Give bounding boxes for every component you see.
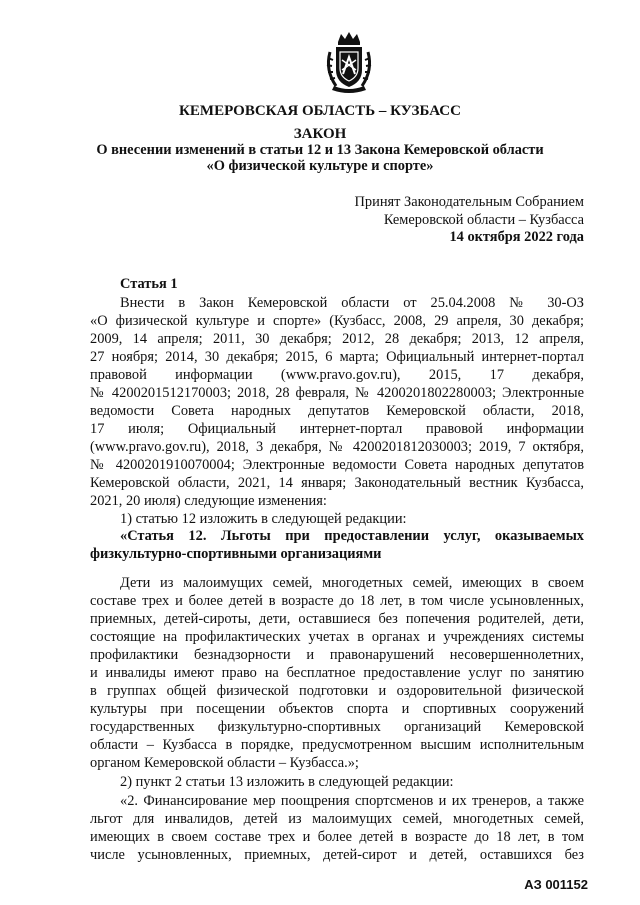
text-line: в группах общей физической подготовки и оздоровительной физической xyxy=(90,683,584,699)
text-line: числе усыновленных, приемных, детей-сирот и детей, оставшихся без xyxy=(90,847,584,863)
text-line: Внести в Закон Кемеровской области от 25.04.2008 № 30-ОЗ xyxy=(120,295,584,311)
text-line: № 4200201910070004; Электронные ведомости Совета народных депутатов xyxy=(90,457,584,473)
text-line: и инвалиды имеют право на бесплатное предоставление услуг по занятию xyxy=(90,665,584,681)
text-line: 2009, 14 апреля; 2011, 30 декабря; 2012, 28 декабря; 2013, 12 апреля, xyxy=(90,331,584,347)
text-line: Дети из малоимущих семей, многодетных семей, имеющих в своем xyxy=(120,575,584,591)
text-line: области – Кузбасса в порядке, предусмотренном высшим исполнительным xyxy=(90,737,584,753)
text-line: 17 июля; Официальный интернет-портал правовой информации xyxy=(90,421,584,437)
region-title: КЕМЕРОВСКАЯ ОБЛАСТЬ – КУЗБАСС xyxy=(179,103,461,119)
law-title-line-1: О внесении изменений в статьи 12 и 13 Закона Кемеровской области xyxy=(96,142,544,158)
text-line: Кемеровской области, 2021, 14 января; Законодательный вестник Кузбасса, xyxy=(90,475,584,491)
item-1: 1) статью 12 изложить в следующей редакции: xyxy=(120,511,407,527)
law-title-line-2: «О физической культуре и спорте» xyxy=(206,158,434,174)
text-line: профилактики безнадзорности и правонарушений несовершеннолетних, xyxy=(90,647,584,663)
adopted-by-line-2: Кемеровской области – Кузбасса xyxy=(383,212,584,228)
text-line: «2. Финансирование мер поощрения спортсменов и их тренеров, а также xyxy=(120,793,584,809)
text-line: составе трех и более детей в возрасте до 18 лет, в том числе усыновленных, xyxy=(90,593,584,609)
item-2: 2) пункт 2 статьи 13 изложить в следующей редакции: xyxy=(120,774,454,790)
text-line: 2021, 20 июля) следующие изменения: xyxy=(90,493,327,509)
text-line: культуры при посещении объектов спорта и спортивных сооружений xyxy=(90,701,584,717)
adoption-date: 14 октября 2022 года xyxy=(449,229,584,245)
text-line: государственных физкультурно-спортивных организаций Кемеровской xyxy=(90,719,584,735)
text-line: ведомости Совета народных депутатов Кемеровской области, 2018, xyxy=(90,403,584,419)
text-line: состоящие на профилактических учетах в органах и учреждениях системы xyxy=(90,629,584,645)
article-12-title: «Статья 12. Льготы при предоставлении услуг, оказываемых xyxy=(120,528,584,544)
article-12-title: физкультурно-спортивными организациями xyxy=(90,546,382,562)
coat-of-arms-icon xyxy=(322,30,376,94)
text-line: 27 ноября; 2014, 30 декабря; 2015, 6 марта; Официальный интернет-портал xyxy=(90,349,584,365)
text-line: № 4200201512170003; 2018, 28 февраля, № 4200201802280003; Электронные xyxy=(90,385,584,401)
text-line: (www.pravo.gov.ru), 2018, 3 декабря, № 4200201812030003; 2019, 7 октября, xyxy=(90,439,584,455)
text-line: приемных, детей-сироты, дети, оставшиеся без попечения родителей, дети, xyxy=(90,611,584,627)
adopted-by-line-1: Принят Законодательным Собранием xyxy=(354,194,584,210)
text-line: «О физической культуре и спорте» (Кузбасс, 2008, 29 апреля, 30 декабря; xyxy=(90,313,584,329)
text-line: имеющих в своем составе трех и более детей в возрасте до 18 лет, в том xyxy=(90,829,584,845)
text-line: правовой информации (www.pravo.gov.ru), 2015, 17 декабря, xyxy=(90,367,584,383)
text-line: льгот для инвалидов, детей из малоимущих семей, многодетных семей, xyxy=(90,811,584,827)
serial-number: АЗ 001152 xyxy=(524,877,588,892)
law-heading: ЗАКОН xyxy=(293,126,347,142)
text-line: органом Кемеровской области – Кузбасса.»; xyxy=(90,755,359,771)
article-heading: Статья 1 xyxy=(120,276,178,292)
